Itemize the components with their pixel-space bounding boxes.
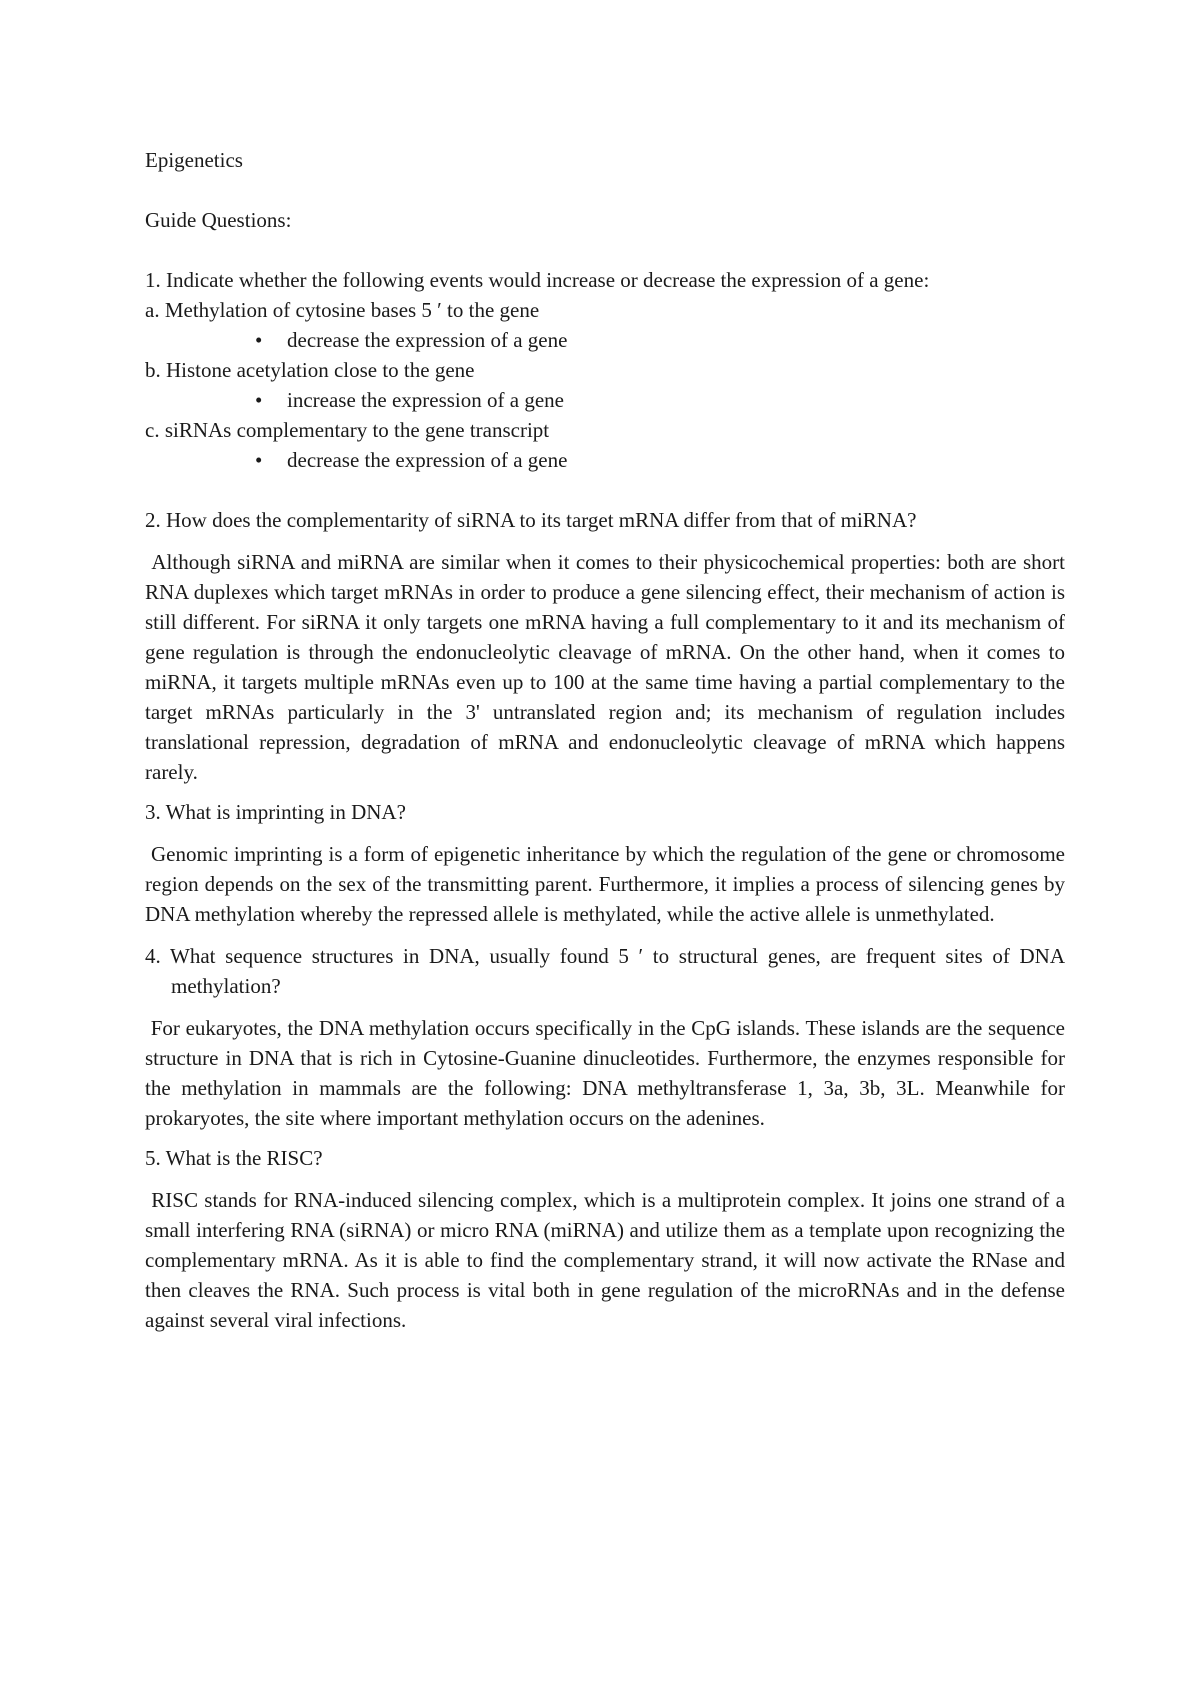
answer-text: increase the expression of a gene [287,388,564,412]
bullet-icon: • [255,388,263,412]
answer-4: For eukaryotes, the DNA methylation occurs specifically in the CpG islands. These islands are the sequence structure in DNA that is rich in Cytosine-Guanine dinucleotides. Furthermore, the enzymes responsible for the methylation in mammals are the following: DNA methyltransferase 1, 3a, 3b, 3L. Meanwhile for prokaryotes, the site where important methylation occurs on the adenines. [145,1016,1065,1130]
answer-3: Genomic imprinting is a form of epigenetic inheritance by which the regulation of the gene or chromosome region depends on the sex of the transmitting parent. Furthermore, it implies a process of silencing genes by DNA methylation whereby the repressed allele is methylated, while the active allele is unmethylated. [145,842,1065,926]
question-3: 3. What is imprinting in DNA? [145,800,406,824]
question-1-item-c-answer [145,445,1065,475]
question-1-item-b-answer [145,385,1065,415]
question-5: 5. What is the RISC? [145,1146,323,1170]
bullet-icon: • [255,328,263,352]
question-1-item-c: c. siRNAs complementary to the gene transcript [145,418,550,442]
answer-text: decrease the expression of a gene [287,448,568,472]
question-1-item-a: a. Methylation of cytosine bases 5 ′ to the gene [145,298,540,322]
answer-2: Although siRNA and miRNA are similar when it comes to their physicochemical properties: both are short RNA duplexes which target mRNAs in order to produce a gene silencing effect, their mechanism of action is still different. For siRNA it only targets one mRNA having a full complementary to it and its mechanism of gene regulation is through the endonucleolytic cleavage of mRNA. On the other hand, when it comes to miRNA, it targets multiple mRNAs even up to 100 at the same time having a partial complementary to the target mRNAs particularly in the 3' untranslated region and; its mechanism of regulation includes translational repression, degradation of mRNA and endonucleolytic cleavage of mRNA which happens rarely. [145,550,1065,784]
guide-questions-heading: Guide Questions: [145,208,292,232]
question-2: 2. How does the complementarity of siRNA to its target mRNA differ from that of miRNA? [145,508,917,532]
answer-text: decrease the expression of a gene [287,328,568,352]
question-1-item-b: b. Histone acetylation close to the gene [145,358,475,382]
answer-5: RISC stands for RNA-induced silencing complex, which is a multiprotein complex. It joins one strand of a small interfering RNA (siRNA) or micro RNA (miRNA) and utilize them as a template upon recognizing the complementary mRNA. As it is able to find the complementary strand, it will now activate the RNase and then cleaves the RNA. Such process is vital both in gene regulation of the microRNAs and in the defense against several viral infections. [145,1188,1065,1332]
document-body [145,145,1065,1335]
question-4: 4. What sequence structures in DNA, usually found 5 ′ to structural genes, are frequent sites of DNA methylation? [145,944,1065,998]
question-1: 1. Indicate whether the following events would increase or decrease the expression of a gene: [145,268,930,292]
document-title: Epigenetics [145,148,243,172]
bullet-icon: • [255,448,263,472]
question-1-item-a-answer [145,325,1065,355]
